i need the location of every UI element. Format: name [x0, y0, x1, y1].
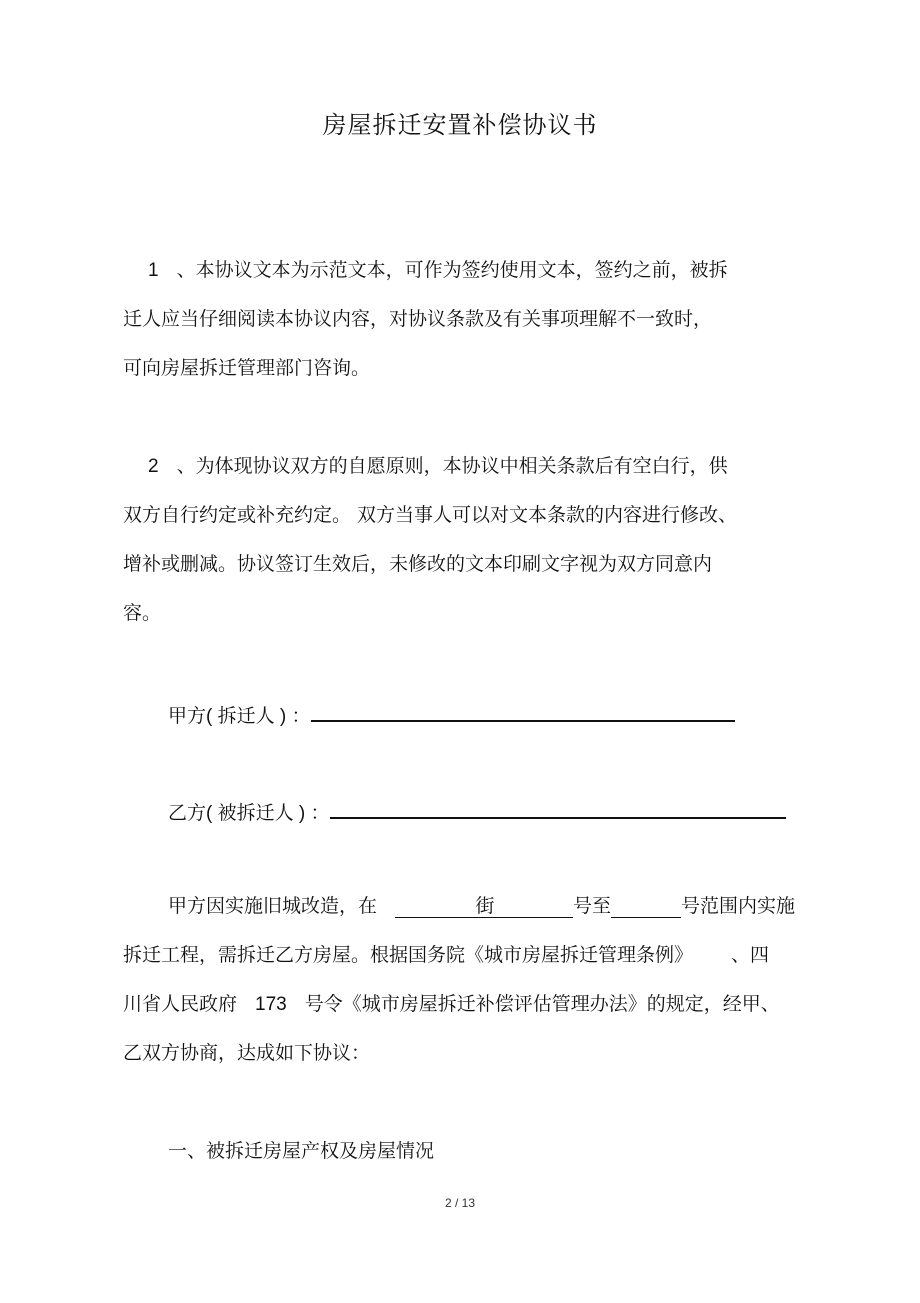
preamble-text-2-tail: 、四	[731, 944, 770, 966]
note-1-text-1: 、本协议文本为示范文本，可作为签约使用文本，签约之前，被拆	[176, 259, 728, 281]
street-blank[interactable]	[395, 895, 573, 918]
note-2-line-2: 双方自行约定或补充约定。 双方当事人可以对文本条款的内容进行修改、	[123, 504, 738, 526]
note-2-text-1: 、为体现协议双方的自愿原则，本协议中相关条款后有空白行，供	[176, 455, 728, 477]
party-b-row	[168, 797, 786, 826]
section-1-heading: 一、被拆迁房屋产权及房屋情况	[168, 1140, 435, 1162]
party-b-role: ( 被拆迁人 ) ：	[206, 803, 330, 824]
number-from-label: 号至	[573, 895, 612, 917]
party-a-blank[interactable]	[311, 700, 735, 722]
page-indicator: 2 / 13	[444, 1196, 476, 1210]
party-a-row	[168, 700, 735, 729]
note-1-number: 1	[148, 260, 159, 281]
note-2-number: 2	[148, 456, 159, 477]
document-title: 房屋拆迁安置补偿协议书	[322, 111, 598, 139]
preamble-text-1: 甲方因实施旧城改造，在	[168, 895, 378, 917]
party-a-role: ( 拆迁人 ) ：	[206, 706, 311, 727]
preamble-line-1	[168, 894, 795, 918]
number-to-blank[interactable]	[611, 895, 681, 918]
street-suffix: 街	[475, 895, 495, 917]
note-1-line-1	[148, 258, 728, 283]
preamble-text-3b: 号令《城市房屋拆迁补偿评估管理办法》的规定，经甲、	[304, 993, 780, 1015]
preamble-text-3a: 川省人民政府	[123, 993, 238, 1015]
note-1-line-2: 迁人应当仔细阅读本协议内容，对协议条款及有关事项理解不一致时，	[123, 308, 713, 330]
note-1-line-3: 可向房屋拆迁管理部门咨询。	[123, 357, 371, 379]
order-number: 173	[255, 994, 287, 1015]
note-2-line-4: 容。	[123, 602, 162, 624]
preamble-line-2	[123, 943, 769, 967]
note-2-line-1	[148, 454, 728, 479]
preamble-line-4: 乙双方协商，达成如下协议：	[123, 1042, 371, 1064]
preamble-text-2: 拆迁工程，需拆迁乙方房屋。根据国务院《城市房屋拆迁管理条例》	[123, 944, 694, 966]
preamble-line-3	[123, 992, 780, 1017]
party-b-blank[interactable]	[330, 797, 786, 819]
preamble-text-1-end: 号范围内实施	[681, 895, 796, 917]
party-a-label: 甲方	[168, 705, 207, 727]
note-2-line-3: 增补或删减。协议签订生效后，未修改的文本印刷文字视为双方同意内	[123, 553, 713, 575]
party-b-label: 乙方	[168, 802, 207, 824]
